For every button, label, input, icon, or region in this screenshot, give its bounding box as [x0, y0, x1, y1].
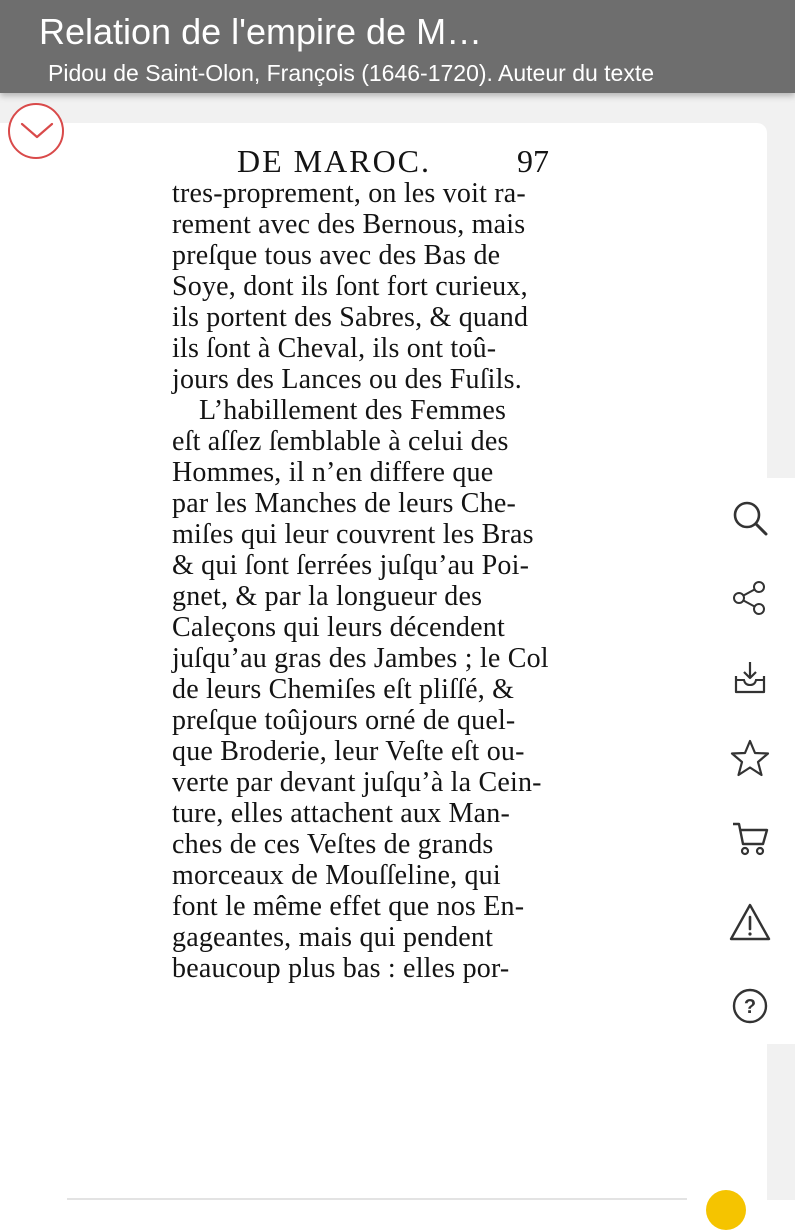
- download-button[interactable]: [722, 650, 778, 706]
- text-line: miſes qui leur couvrent les Bras: [172, 519, 534, 550]
- text-line: ches de ces Veſtes de grands: [172, 829, 494, 860]
- text-line: font le même effet que nos En-: [172, 891, 525, 922]
- share-icon: [730, 578, 770, 618]
- download-icon: [730, 658, 770, 698]
- document-author: Pidou de Saint-Olon, François (1646-1720). Auteur du texte: [48, 60, 655, 86]
- text-line: eſt aſſez ſemblable à celui des: [172, 426, 509, 457]
- cart-button[interactable]: [722, 810, 778, 866]
- text-line: ture, elles attachent aux Man-: [172, 798, 510, 829]
- text-line: gnet, & par la longueur des: [172, 581, 483, 612]
- search-button[interactable]: [722, 490, 778, 546]
- text-line: Hommes, il n’en differe que: [172, 457, 494, 488]
- text-line: Caleçons qui leurs décendent: [172, 612, 505, 643]
- text-line: jours des Lances ou des Fuſils.: [172, 364, 522, 395]
- text-line: verte par devant juſqu’à la Cein-: [172, 767, 542, 798]
- running-head: DE MAROC.: [237, 143, 432, 179]
- help-button[interactable]: [722, 978, 778, 1034]
- text-line: preſque tous avec des Bas de: [172, 240, 501, 271]
- text-line: preſque toûjours orné de quel-: [172, 705, 516, 736]
- text-line: gageantes, mais qui pendent: [172, 922, 494, 953]
- text-line: & qui ſont ſerrées juſqu’au Poi-: [172, 550, 530, 581]
- document-title: Relation de l'empire de M…: [39, 11, 483, 52]
- favorite-button[interactable]: [722, 730, 778, 786]
- chevron-down-icon: [20, 119, 54, 141]
- warning-icon: [729, 902, 771, 942]
- share-button[interactable]: [722, 570, 778, 626]
- text-line: morceaux de Mouſſeline, qui: [172, 860, 501, 891]
- text-line: ils ſont à Cheval, ils ont toû-: [172, 333, 497, 364]
- text-line: tres-proprement, on les voit ra-: [172, 178, 526, 209]
- top-bar: [0, 0, 795, 93]
- text-line: ils portent des Sabres, & quand: [172, 302, 529, 333]
- report-button[interactable]: [722, 894, 778, 950]
- star-icon: [730, 738, 770, 778]
- text-line: beaucoup plus bas : elles por-: [172, 953, 510, 984]
- text-line: Soye, dont ils ſont fort curieux,: [172, 271, 528, 302]
- search-icon: [730, 498, 770, 538]
- page-number: 97: [517, 143, 549, 179]
- page-scan: [165, 137, 583, 984]
- text-line: rement avec des Bernous, mais: [172, 209, 526, 240]
- text-line: juſqu’au gras des Jambes ; le Col: [172, 643, 549, 674]
- help-icon: [730, 986, 770, 1026]
- svg-text:?: ?: [743, 996, 757, 1018]
- text-line: de leurs Chemiſes eſt pliſſé, &: [172, 674, 515, 705]
- cart-icon: [730, 818, 770, 858]
- collapse-header-button[interactable]: [8, 103, 64, 159]
- text-line: par les Manches de leurs Che-: [172, 488, 517, 519]
- text-line: que Broderie, leur Veſte eſt ou-: [172, 736, 525, 767]
- assistant-bubble[interactable]: [706, 1190, 746, 1230]
- text-line: L’habillement des Femmes: [199, 395, 507, 426]
